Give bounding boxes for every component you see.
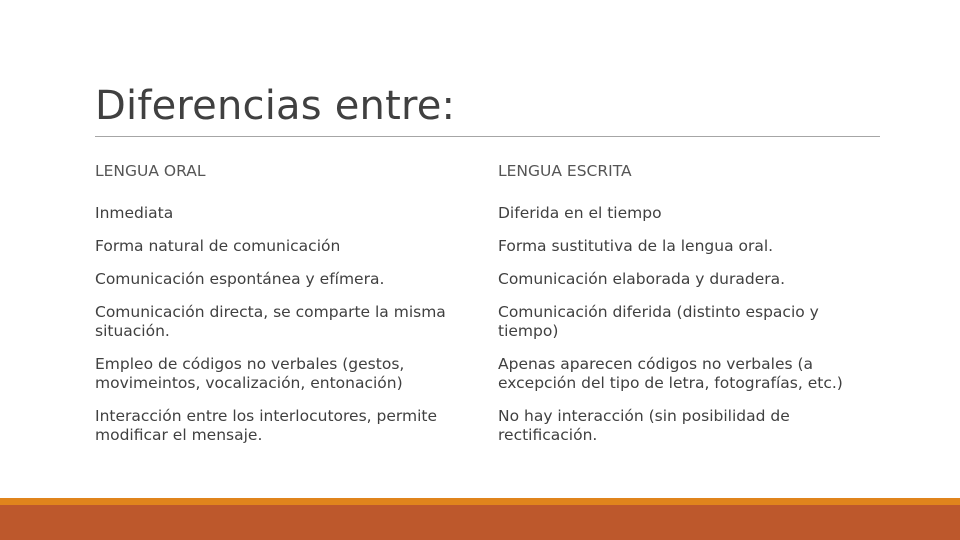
- list-item: Comunicación diferida (distinto espacio y tiempo): [498, 303, 819, 340]
- column-lengua-escrita: [498, 162, 868, 445]
- list-item: Inmediata: [95, 204, 174, 222]
- list-item: Comunicación elaborada y duradera.: [498, 270, 786, 288]
- title-divider: [95, 136, 880, 137]
- column-header-escrita: LENGUA ESCRITA: [498, 162, 632, 180]
- list-item: No hay interacción (sin posibilidad de rectificación.: [498, 407, 790, 444]
- footer-accent-stripe: [0, 498, 960, 505]
- list-item: Apenas aparecen códigos no verbales (a excepción del tipo de letra, fotografías, etc.): [498, 355, 843, 392]
- list-item: Comunicación espontánea y efímera.: [95, 270, 385, 288]
- slide-title: Diferencias entre:: [95, 83, 456, 129]
- list-item: Diferida en el tiempo: [498, 204, 662, 222]
- footer-accent-bar: [0, 505, 960, 540]
- list-item: Interacción entre los interlocutores, permite modificar el mensaje.: [95, 407, 437, 444]
- column-lengua-oral: [95, 162, 465, 445]
- list-item: Forma natural de comunicación: [95, 237, 341, 255]
- column-header-oral: LENGUA ORAL: [95, 162, 206, 180]
- list-item: Comunicación directa, se comparte la misma situación.: [95, 303, 446, 340]
- list-item: Forma sustitutiva de la lengua oral.: [498, 237, 774, 255]
- list-item: Empleo de códigos no verbales (gestos, movimeintos, vocalización, entonación): [95, 355, 405, 392]
